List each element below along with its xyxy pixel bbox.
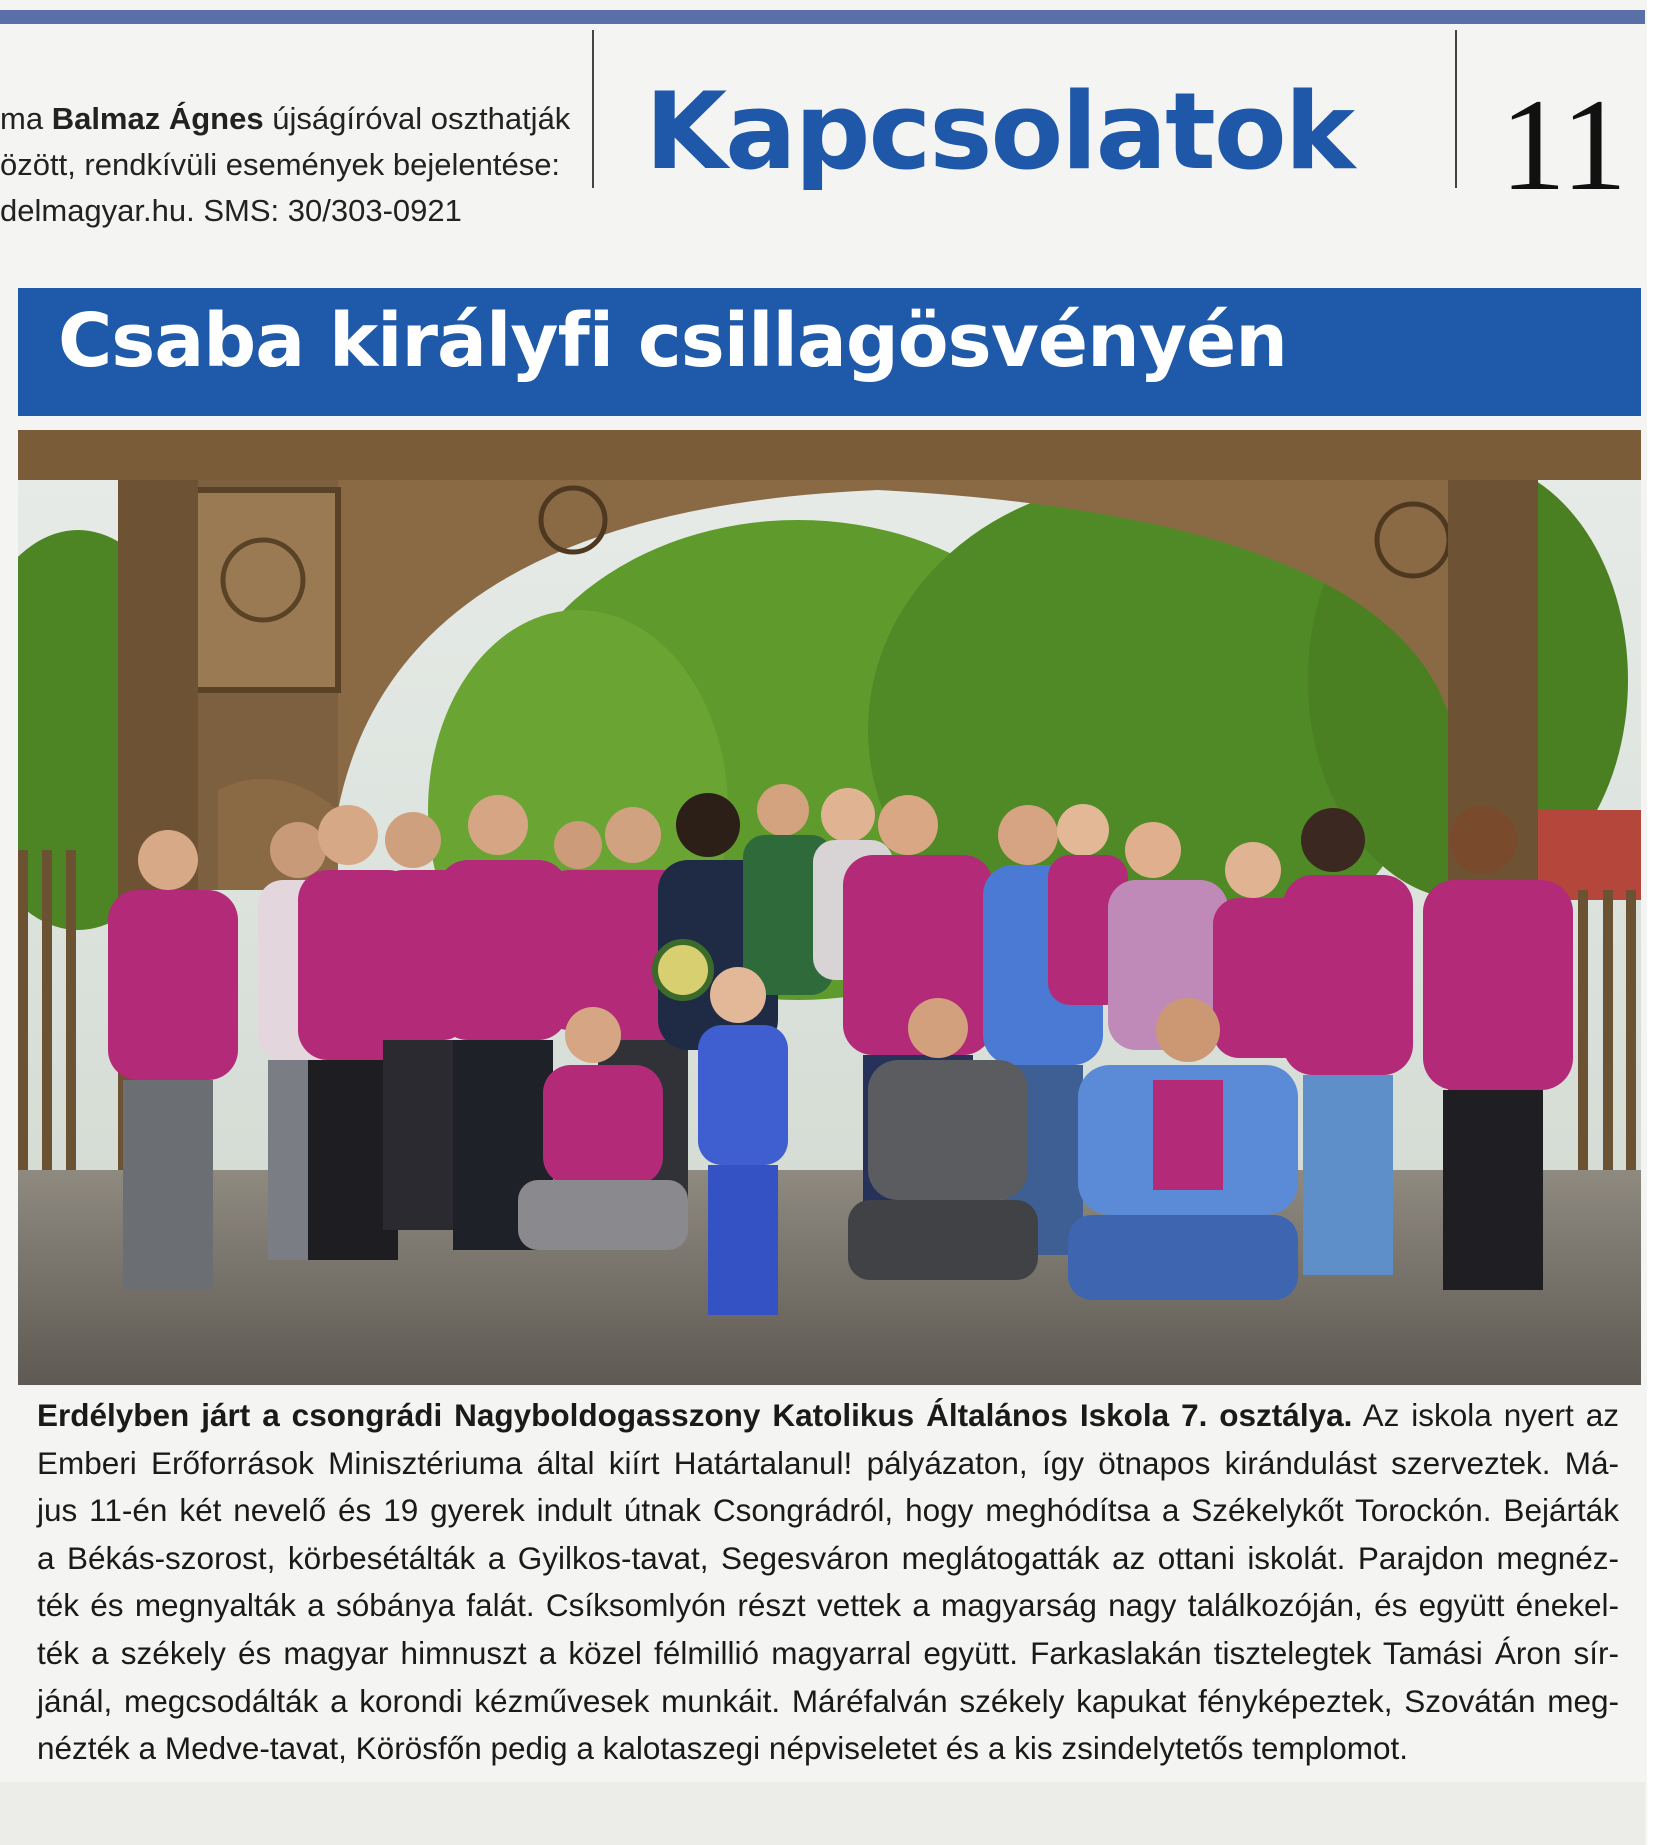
contact-line-1 — [0, 96, 570, 142]
contact-line-2: özött, rendkívüli események bejelentése: — [0, 147, 561, 182]
contact-info — [0, 96, 570, 234]
page-edge — [1647, 0, 1663, 1845]
group-photo — [18, 430, 1641, 1385]
page-number: 11 — [1500, 71, 1628, 218]
caption-line-3: jus 11-én két nevelő és 19 gyerek indult útnak Csongrádról, hogy meghódítsa a Székelykőt Torockón. Bejárták — [37, 1492, 1619, 1529]
group-photo-carved-gate-icon — [18, 430, 1641, 1385]
headline-banner — [18, 288, 1641, 416]
header-divider-right — [1455, 30, 1457, 188]
contact-suffix: újságíróval oszthatják — [263, 101, 571, 136]
caption-line-6: ték a székely és magyar himnuszt a közel félmillió magyarral együtt. Farkaslakán tisztelegtek Tamási Áron sír- — [37, 1634, 1619, 1671]
bleed-through-area — [0, 1782, 1645, 1845]
headline: Csaba királyfi csillagösvényén — [58, 298, 1287, 384]
caption-line-5: ték és megnyalták a sóbánya falát. Csíksomlyón részt vettek a magyarság nagy találkozóján, és együtt énekel- — [37, 1587, 1619, 1624]
top-rule — [0, 10, 1645, 24]
section-title: Kapcsolatok — [645, 70, 1354, 193]
caption-line-1 — [37, 1392, 1619, 1440]
contact-line-3: delmagyar.hu. SMS: 30/303-0921 — [0, 193, 462, 228]
photo-caption — [37, 1392, 1619, 1773]
caption-line-8: nézték a Medve-tavat, Körösfőn pedig a kalotaszegi népviseletet és a kis zsindelytetős templomot. — [37, 1730, 1408, 1767]
contact-prefix: ma — [0, 101, 52, 136]
caption-line-2: Emberi Erőforrások Minisztériuma által kiírt Határtalanul! pályázaton, így ötnapos kirándulást szerveztek. Má- — [37, 1444, 1619, 1481]
journalist-name: Balmaz Ágnes — [51, 101, 264, 136]
caption-lead: Erdélyben járt a csongrádi Nagyboldogasszony Katolikus Általános Iskola 7. osztálya. — [37, 1397, 1353, 1433]
caption-line-4: a Békás-szorost, körbesétálták a Gyilkos-tavat, Segesváron meglátogatták az ottani iskolát. Parajdon megnéz- — [37, 1539, 1619, 1576]
header-divider-left — [592, 30, 594, 188]
caption-lead-rest: Az iskola nyert az — [1352, 1397, 1619, 1433]
caption-line-7: jánál, megcsodálták a korondi kézművesek munkáit. Máréfalván székely kapukat fényképeztek, Szovátán meg- — [37, 1682, 1619, 1719]
